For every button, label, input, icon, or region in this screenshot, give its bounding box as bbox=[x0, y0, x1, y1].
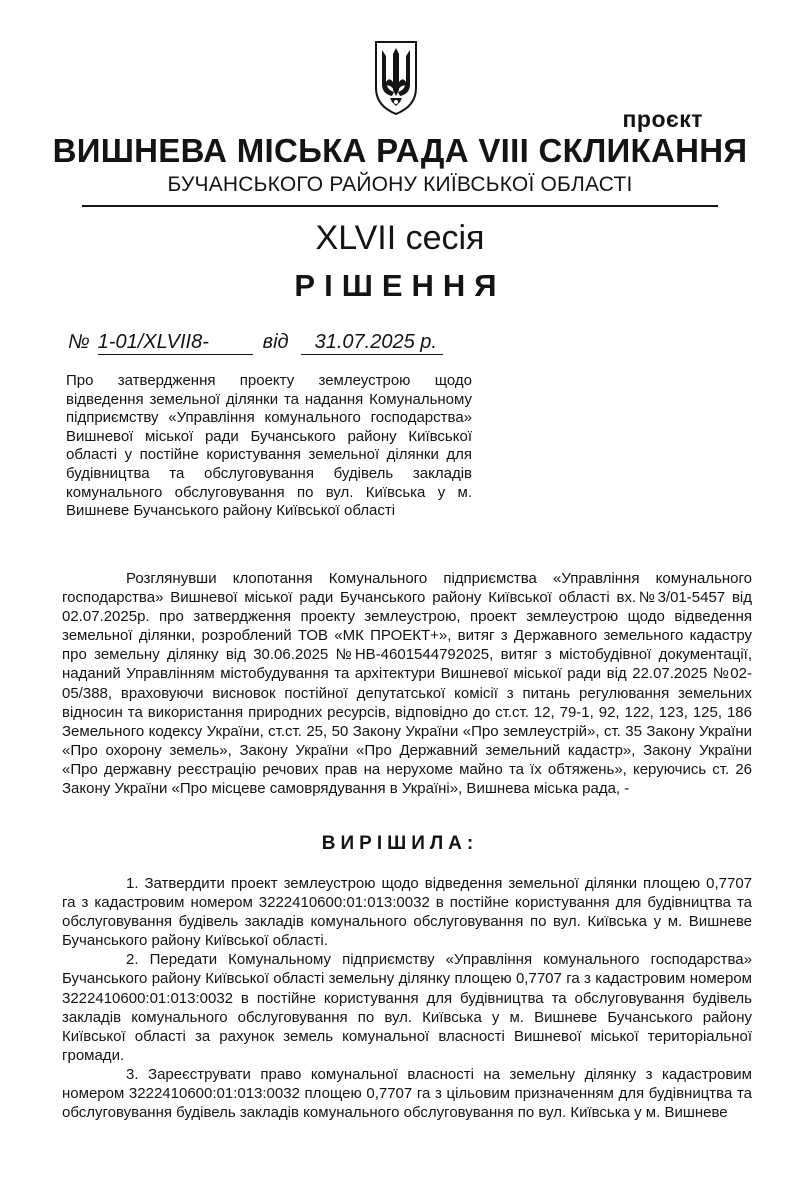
draft-label: проєкт bbox=[622, 106, 703, 132]
header-divider bbox=[82, 205, 718, 207]
district-name: БУЧАНСЬКОГО РАЙОНУ КИЇВСЬКОЇ ОБЛАСТІ bbox=[167, 173, 633, 196]
number-prefix: № bbox=[68, 331, 90, 353]
preamble-paragraph: Розглянувши клопотання Комунального підприємства «Управління комунального господарства» Вишневої міської ради Бучанського району Київської області вх.№3/01-5457 від 02.07.2025р. про затвердження проекту землеустрою, проект землеустрою щодо відведення земельної ділянки, розроблений ТОВ «МК ПРОЕКТ+», витяг з Державного земельного кадастру про земельну ділянку від 30.06.2025 №НВ-4601544792025, витяг з містобудівної документації, наданий Управлінням містобудування та архітектури Вишневої міської ради від 22.07.2025 №02-05/388, враховуючи висновок постійної депутатської комісії з питань регулювання земельних відносин та використання природних ресурсів, відповідно до ст.ст. 12, 79-1, 92, 122, 123, 125, 186 Земельного кодексу України, ст.ст. 25, 50 Закону України «Про землеустрій», ст. 35 Закону України «Про охорону земель», Закону України «Про Державний земельний кадастр», Закону України «Про державну реєстрацію речових прав на нерухоме майно та їх обтяжень», керуючись ст. 26 Закону України «Про місцеве самоврядування в Україні», Вишнева міська рада, - bbox=[62, 570, 752, 798]
resolution-items bbox=[62, 874, 752, 1122]
decision-number-line bbox=[68, 331, 443, 355]
document-type: РІШЕННЯ bbox=[294, 268, 506, 303]
trident-emblem-icon bbox=[372, 40, 420, 116]
council-name: ВИШНЕВА МІСЬКА РАДА VIII СКЛИКАННЯ bbox=[52, 132, 748, 169]
session-title: XLVII сесія bbox=[315, 219, 485, 257]
resolution-item: 2. Передати Комунальному підприємству «Управління комунального господарства» Бучанського району Київської області земельну ділянку площею 0,7707 га з кадастровим номером 3222410600:01:013:0032 в постійне користування для будівництва та обслуговування будівель закладів комунального обслуговування по вул. Київська у м. Вишневе Бучанського району Київської області за рахунок земель комунальної власності Вишневої міської територіальної громади. bbox=[62, 951, 752, 1064]
resolution-item: 3. Зареєструвати право комунальної власності на земельну ділянку з кадастровим номером 3222410600:01:013:0032 площею 0,7707 га з цільовим призначенням для будівництва та обслуговування будівель закладів комунального обслуговування по вул. Київська у м. Вишневе bbox=[62, 1065, 752, 1122]
decision-date: 31.07.2025 р. bbox=[301, 331, 443, 355]
decision-subject: Про затвердження проекту землеустрою щодо відведення земельної ділянки та надання Комунальному підприємству «Управління комунального господарства» Вишневої міської ради Бучанського району Київської області у постійне користування земельної ділянки для будівництва та обслуговування будівель закладів комунального обслуговування по вул. Київська у м. Вишневе Бучанського району Київської області bbox=[66, 372, 472, 520]
resolved-heading: ВИРІШИЛА: bbox=[321, 833, 479, 854]
decision-number: 1-01/XLVII8- bbox=[98, 331, 253, 355]
resolution-item: 1. Затвердити проект землеустрою щодо відведення земельної ділянки площею 0,7707 га з кадастровим номером 3222410600:01:013:0032 в постійне користування для будівництва та обслуговування будівель закладів комунального обслуговування по вул. Київська у м. Вишневе Бучанського району Київської області. bbox=[62, 875, 752, 950]
date-prefix: від bbox=[262, 331, 289, 353]
